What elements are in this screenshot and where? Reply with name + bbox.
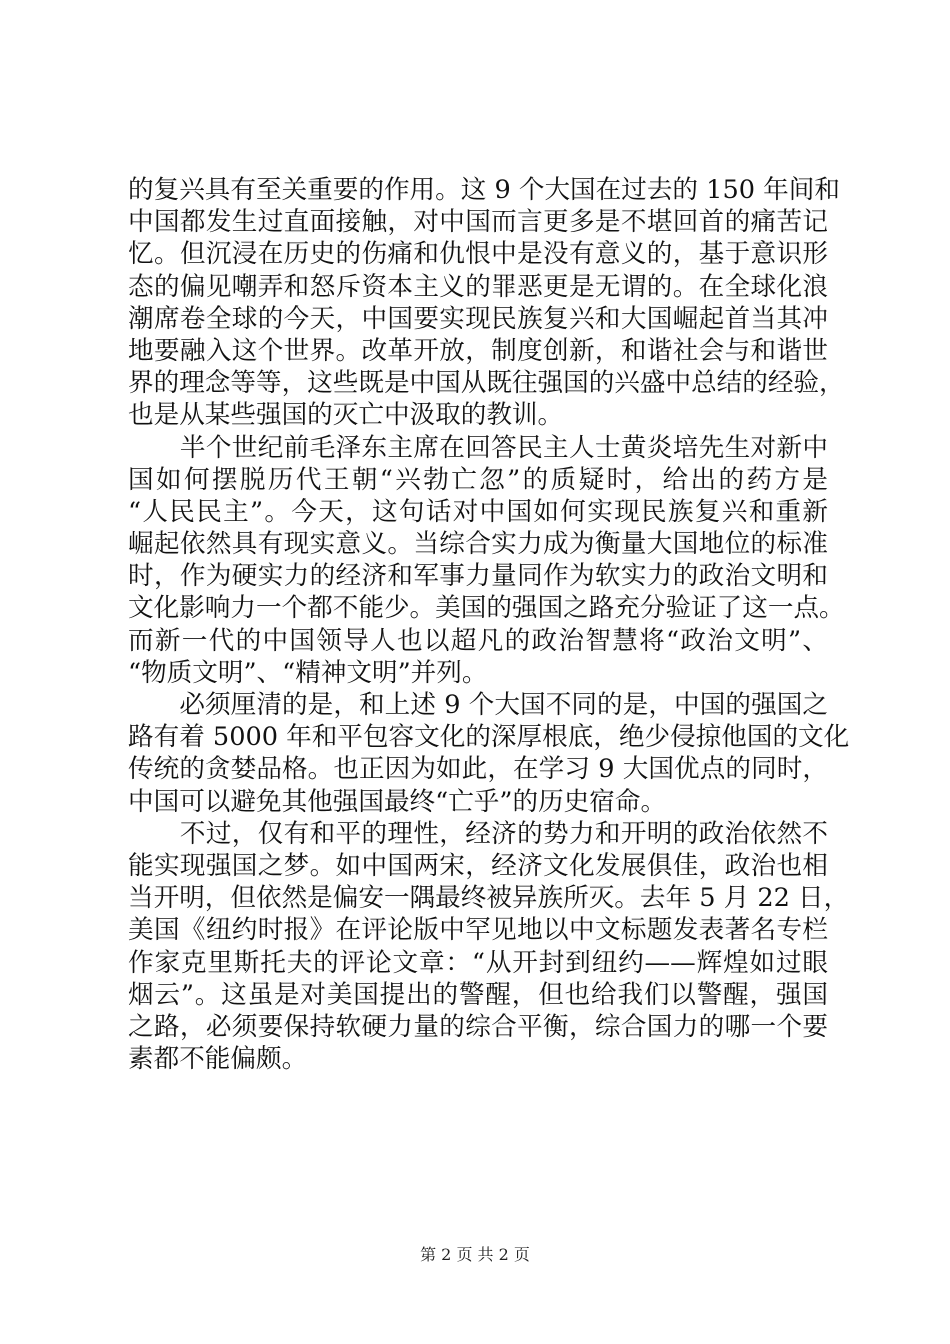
text-line: 中国可以避免其他强国最终“亡乎”的历史宿命。 <box>128 786 667 817</box>
text-line: 美国《纽约时报》在评论版中罕见地以中文标题发表著名专栏 <box>128 915 828 946</box>
page-footer <box>0 1245 950 1265</box>
text-line: 忆。但沉浸在历史的伤痛和仇恨中是没有意义的，基于意识形 <box>128 239 828 270</box>
paragraph-1 <box>128 174 845 432</box>
text-line: 地要融入这个世界。改革开放，制度创新，和谐社会与和谐世 <box>128 335 828 366</box>
text-line: 烟云”。这虽是对美国提出的警醒，但也给我们以警醒，强国 <box>128 979 828 1010</box>
text-line: 当开明，但依然是偏安一隅最终被异族所灭。去年 5 月 22 日， <box>128 883 850 914</box>
text-line: 态的偏见嘲弄和怒斥资本主义的罪恶更是无谓的。在全球化浪 <box>128 271 828 302</box>
text-line: 国如何摆脱历代王朝“兴勃亡忽”的质疑时，给出的药方是 <box>128 464 828 495</box>
text-line: 潮席卷全球的今天，中国要实现民族复兴和大国崛起首当其冲 <box>128 303 828 334</box>
text-line: 传统的贪婪品格。也正因为如此，在学习 9 大国优点的同时， <box>128 754 828 785</box>
text-line: 之路，必须要保持软硬力量的综合平衡，综合国力的哪一个要 <box>128 1011 828 1042</box>
text-line: “人民民主”。今天，这句话对中国如何实现民族复兴和重新 <box>128 496 828 527</box>
text-line: 必须厘清的是，和上述 9 个大国不同的是，中国的强国之 <box>128 690 828 720</box>
page-number-label: 第 2 页 共 2 页 <box>420 1245 530 1264</box>
text-line: 而新一代的中国领导人也以超凡的政治智慧将“政治文明”、 <box>128 625 828 656</box>
text-line: 文化影响力一个都不能少。美国的强国之路充分验证了这一点。 <box>128 593 845 624</box>
text-line: 作家克里斯托夫的评论文章：“从开封到纽约——辉煌如过眼 <box>128 947 828 978</box>
document-body <box>128 174 850 1075</box>
text-line: 能实现强国之梦。如中国两宋，经济文化发展俱佳，政治也相 <box>128 850 828 881</box>
text-line: 半个世纪前毛泽东主席在回答民主人士黄炎培先生对新中 <box>128 432 828 463</box>
text-line: 路有着 5000 年和平包容文化的深厚根底，绝少侵掠他国的文化 <box>128 722 850 753</box>
text-line: 崛起依然具有现实意义。当综合实力成为衡量大国地位的标准 <box>128 529 828 560</box>
text-line: 界的理念等等，这些既是中国从既往强国的兴盛中总结的经验， <box>128 368 845 399</box>
text-line: 的复兴具有至关重要的作用。这 9 个大国在过去的 150 年间和 <box>128 175 840 205</box>
text-line: 时，作为硬实力的经济和军事力量同作为软实力的政治文明和 <box>128 561 828 592</box>
paragraph-2 <box>128 432 845 690</box>
text-line: 也是从某些强国的灭亡中汲取的教训。 <box>128 400 564 431</box>
paragraph-4 <box>128 818 850 1076</box>
text-line: 不过，仅有和平的理性，经济的势力和开明的政治依然不 <box>128 818 828 849</box>
text-line: 素都不能偏颇。 <box>128 1044 308 1075</box>
text-line: “物质文明”、“精神文明”并列。 <box>128 657 488 688</box>
paragraph-3 <box>128 689 850 818</box>
text-line: 中国都发生过直面接触，对中国而言更多是不堪回首的痛苦记 <box>128 207 828 238</box>
